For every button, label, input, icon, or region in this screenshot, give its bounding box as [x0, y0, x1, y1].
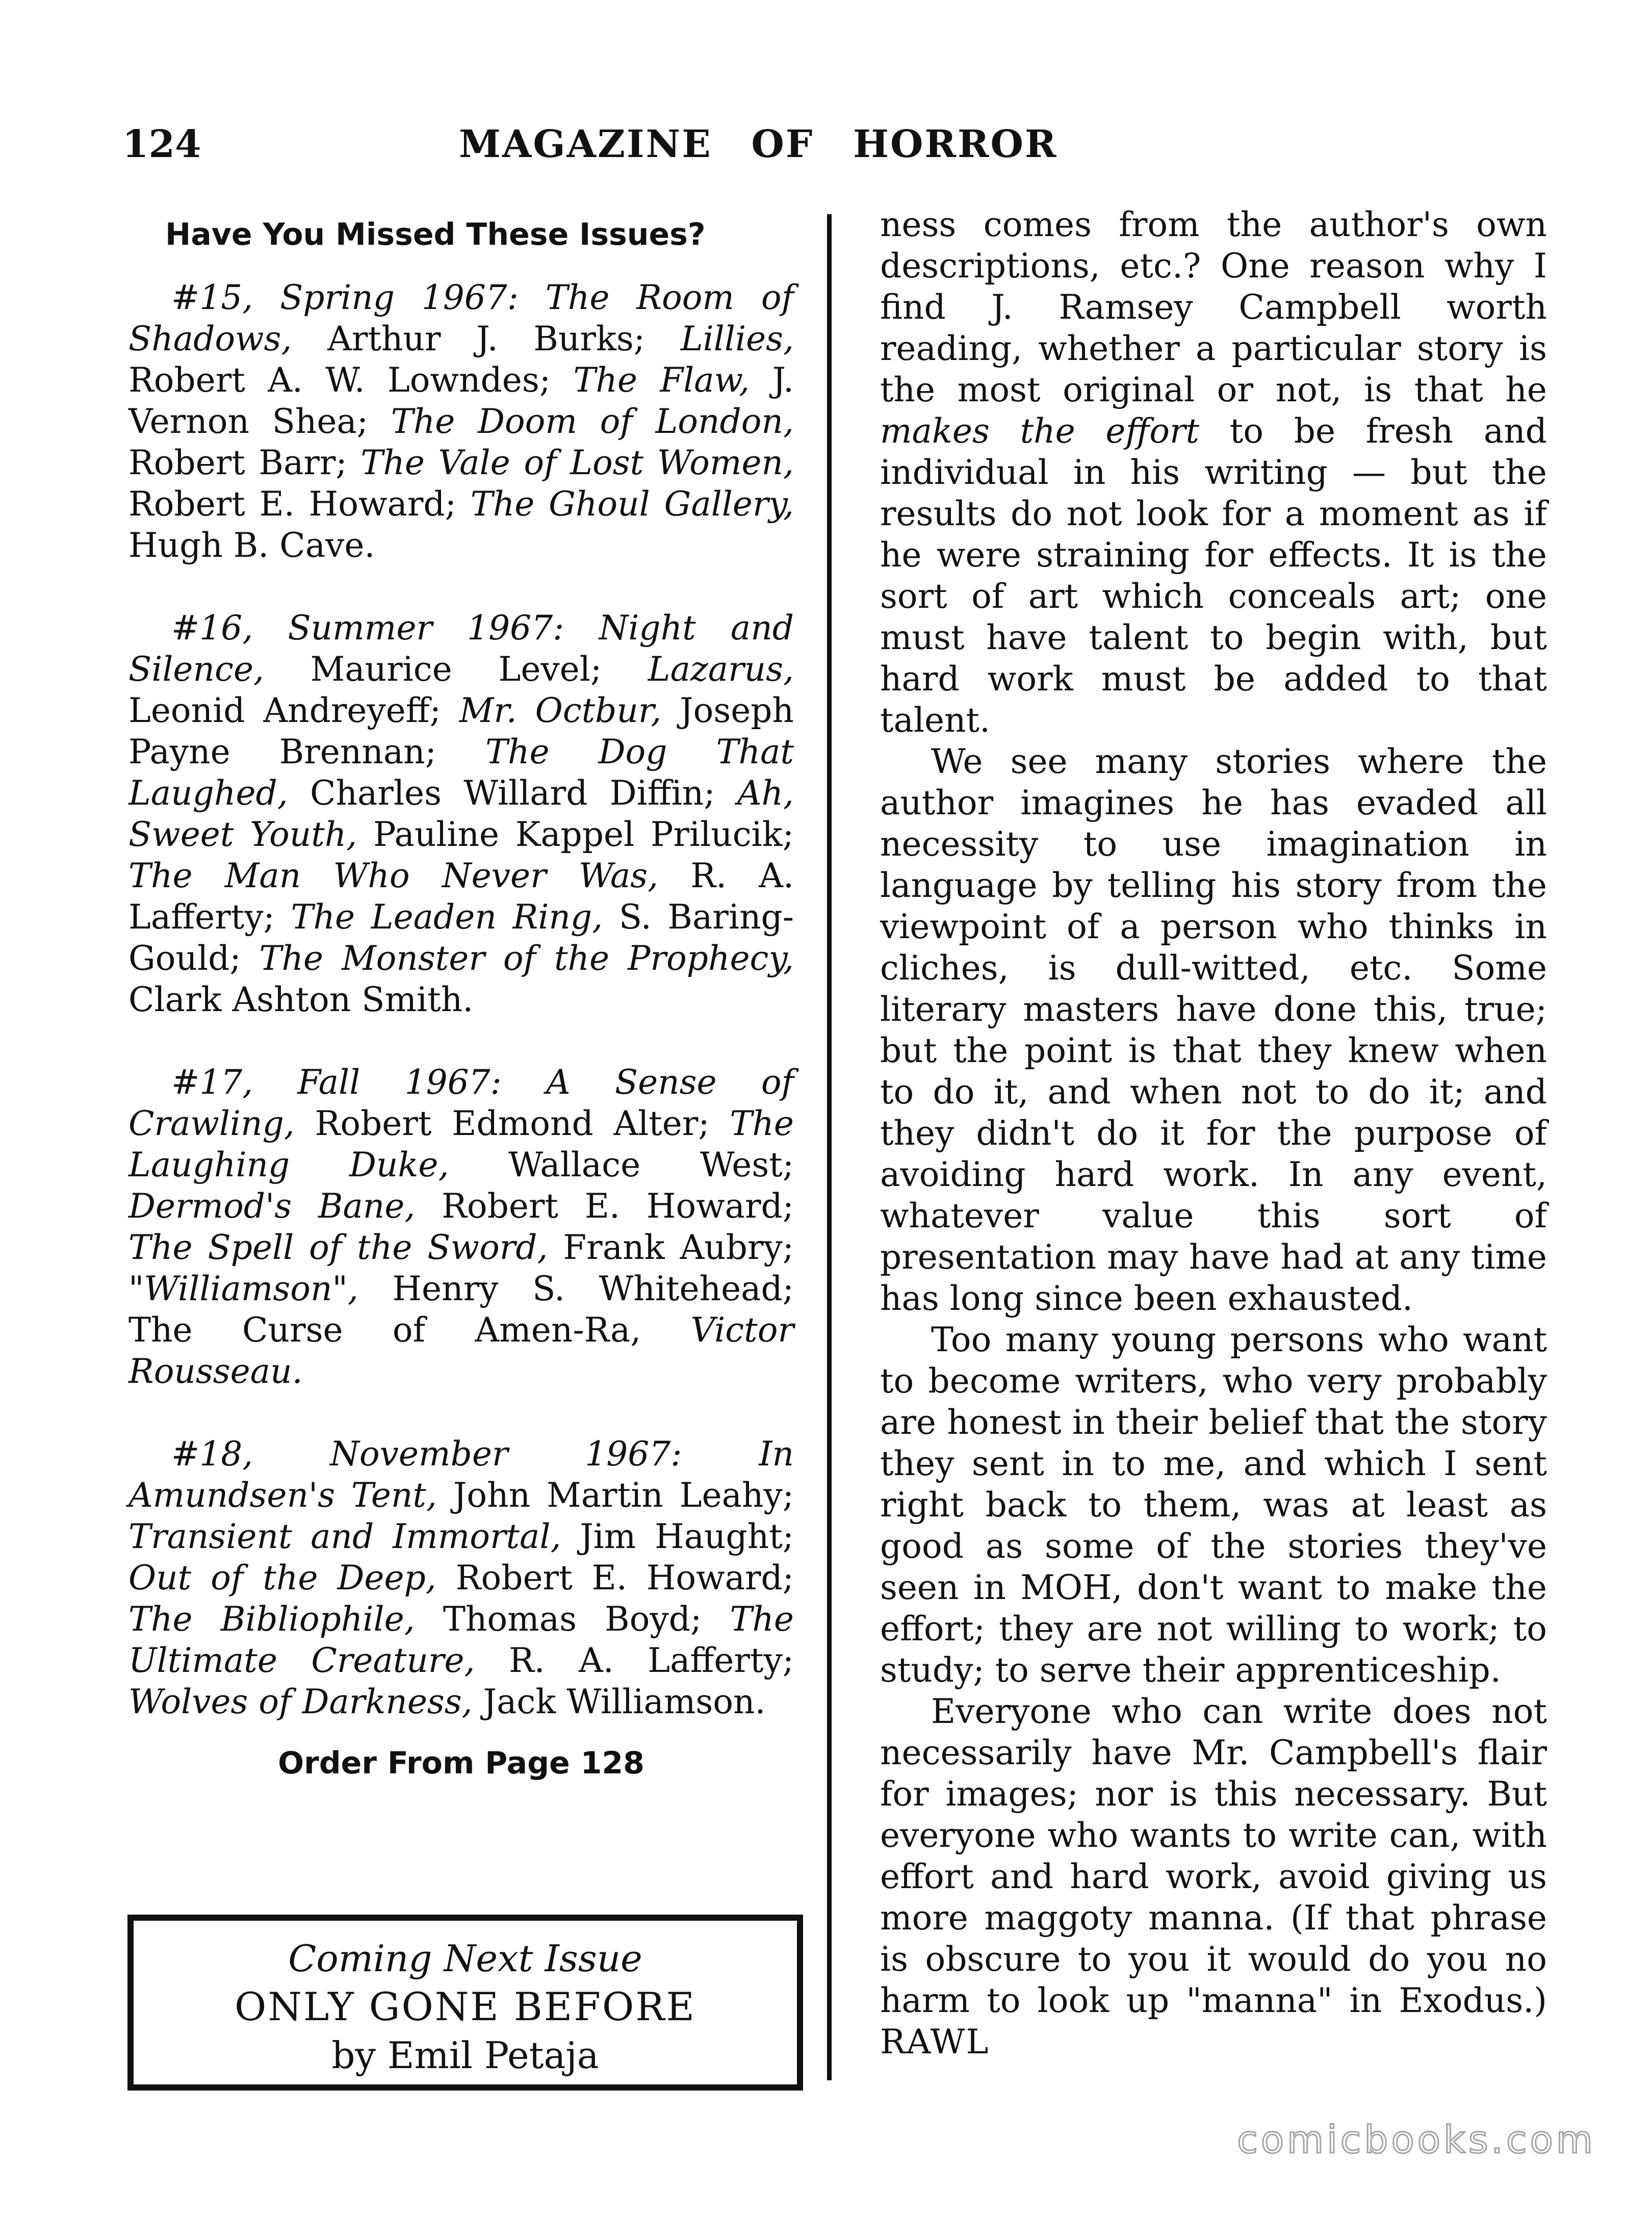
italic-run: The Laughing Duke,: [128, 1104, 794, 1184]
text-run: Jack Williamson.: [472, 1682, 766, 1721]
italic-run: Wolves of Darkness,: [128, 1682, 473, 1721]
text-run: John Martin Leahy;: [436, 1476, 794, 1515]
italic-run: The Room of Shadows,: [128, 278, 794, 358]
italic-run: Lazarus,: [648, 650, 794, 689]
issue-contents: [128, 608, 794, 1019]
issue-entry-15: [128, 277, 794, 566]
text-run: Robert Edmond Alter;: [294, 1104, 730, 1143]
left-column: [128, 204, 794, 1784]
text-run: Arthur J. Burks;: [292, 319, 681, 358]
text-run: Hugh B. Cave.: [128, 526, 375, 565]
text-run: Henry S. Whitehead; The Curse of Amen-Ra,: [128, 1269, 794, 1350]
text-run: Jim Haught;: [561, 1517, 794, 1556]
text-run: R. A. Lafferty;: [128, 856, 794, 937]
missed-issues-heading: Have You Missed These Issues?: [165, 217, 706, 252]
text-run: Pauline Kappel Prilucik;: [357, 815, 794, 854]
watermark-text: comicbooks.com: [1237, 2118, 1596, 2162]
page-number: 124: [122, 122, 201, 166]
italic-run: In Amundsen's Tent,: [128, 1434, 794, 1515]
coming-next-issue-box: [127, 1915, 803, 2091]
issue-lead: #15, Spring 1967:: [171, 278, 546, 317]
italic-run: The Vale of Lost Women,: [360, 443, 794, 482]
italic-run: Ah, Sweet Youth,: [128, 773, 794, 854]
text-run: Robert E. Howard;: [436, 1558, 794, 1597]
text-run: Robert E. Howard;: [415, 1187, 794, 1226]
italic-run: The Dog That Laughed,: [128, 732, 794, 813]
italic-run: The Doom of London,: [391, 402, 794, 441]
italic-run: The Flaw,: [573, 360, 750, 400]
next-issue-label: Coming Next Issue: [288, 1937, 642, 1980]
text-run: Charles Willard Diffin;: [288, 773, 737, 813]
italic-run: Transient and Immortal,: [128, 1517, 561, 1556]
paragraph-body: [880, 1692, 1547, 2020]
text-run: We see many stories where the author imagines he has evaded all necessity to use imagination in language by telling his story from the viewpoint of a person who thinks in cliches, is dull-witted, etc. Some literary masters have done this, true; but the point is that they knew when to do it, and when not to do it; and they didn't do it for the purpose of avoiding hard work. In any event, whatever value this sort of presentation may have had at any time has long since been exhausted.: [880, 742, 1547, 1318]
italic-run: makes the effort: [880, 411, 1200, 451]
italic-run: "Williamson",: [128, 1269, 358, 1308]
text-run: Thomas Boyd;: [415, 1600, 730, 1639]
text-run: S. Baring-Gould;: [128, 897, 794, 978]
text-run: Robert E. Howard;: [128, 484, 471, 524]
italic-run: The Monster of the Prophecy,: [259, 939, 794, 978]
italic-run: Out of the Deep,: [128, 1558, 436, 1597]
italic-run: Mr. Octbur,: [459, 691, 662, 730]
editor-signature: RAWL: [880, 2022, 990, 2061]
issue-entry-17: [128, 1062, 794, 1392]
text-run: Frank Aubry;: [548, 1228, 794, 1267]
issue-contents: [128, 1063, 794, 1391]
text-run: R. A. Lafferty;: [475, 1641, 794, 1680]
text-run: Everyone who can write does not necessarily have Mr. Campbell's flair for images; nor is this necessary. But everyone who wants to write can, with effort and hard work, avoid giving us more maggoty manna. (If that phrase is obscure to you it would do you no harm to look up "manna" in Exodus.): [880, 1692, 1547, 2020]
editorial-paragraph-1: [880, 204, 1547, 741]
text-run: Robert A. W. Lowndes;: [128, 360, 574, 400]
text-run: to be fresh and individual in his writing — but the results do not look for a moment as if he were straining for effects. It is the sort of art which conceals art; one must have talent to begin with, but hard work must be added to that talent.: [880, 411, 1547, 740]
text-run: Maurice Level;: [264, 650, 648, 689]
text-run: J. Vernon Shea;: [128, 360, 794, 441]
column-divider: [827, 214, 832, 2080]
next-issue-author: by Emil Petaja: [331, 2034, 599, 2077]
italic-run: The Leaden Ring,: [291, 897, 603, 937]
text-run: Wallace West;: [449, 1145, 794, 1184]
text-run: Clark Ashton Smith.: [128, 980, 474, 1019]
italic-run: Victor Rousseau.: [128, 1310, 794, 1391]
order-line: Order From Page 128: [278, 1745, 644, 1781]
running-title: MAGAZINE OF HORROR: [459, 122, 1058, 166]
italic-run: The Bibliophile,: [128, 1600, 415, 1639]
italic-run: Lillies,: [680, 319, 794, 358]
italic-run: The Ghoul Gallery,: [470, 484, 794, 524]
editorial-paragraph-3: [880, 1319, 1547, 1691]
issue-entry-18: [128, 1433, 794, 1722]
italic-run: The Spell of the Sword,: [128, 1228, 548, 1267]
right-column: [880, 204, 1547, 2062]
italic-run: Night and Silence,: [128, 608, 794, 689]
editorial-paragraph-4: [880, 1691, 1547, 2062]
text-run: ness comes from the author's own descriptions, etc.? One reason why I find J. Ramsey Campbell worth reading, whether a particular story is the most original or not, is that he: [880, 205, 1547, 409]
issue-lead: #16, Summer 1967:: [171, 608, 599, 648]
italic-run: The Man Who Never Was,: [128, 856, 659, 895]
issue-lead: #18, November 1967:: [171, 1434, 759, 1474]
italic-run: The Ultimate Creature,: [128, 1600, 794, 1680]
text-run: Joseph Payne Brennan;: [128, 691, 794, 771]
page-header: [122, 122, 1122, 178]
issue-lead: #17, Fall 1967:: [171, 1063, 547, 1102]
issue-contents: [128, 1434, 794, 1721]
italic-run: Dermod's Bane,: [128, 1187, 416, 1226]
text-run: Leonid Andreyeff;: [128, 691, 459, 730]
issue-entry-16: [128, 607, 794, 1020]
text-run: Too many young persons who want to become writers, who very probably are honest in their belief that the story they sent in to me, and which I sent right back to them, was at least as good as some of the stories they've seen in MOH, don't want to make the effort; they are not willing to work; to study; to serve their apprenticeship.: [880, 1320, 1547, 1690]
next-issue-title: ONLY GONE BEFORE: [235, 1984, 696, 2029]
issue-contents: [128, 278, 794, 565]
text-run: Robert Barr;: [128, 443, 361, 482]
italic-run: A Sense of Crawling,: [128, 1063, 794, 1143]
editorial-paragraph-2: [880, 741, 1547, 1319]
